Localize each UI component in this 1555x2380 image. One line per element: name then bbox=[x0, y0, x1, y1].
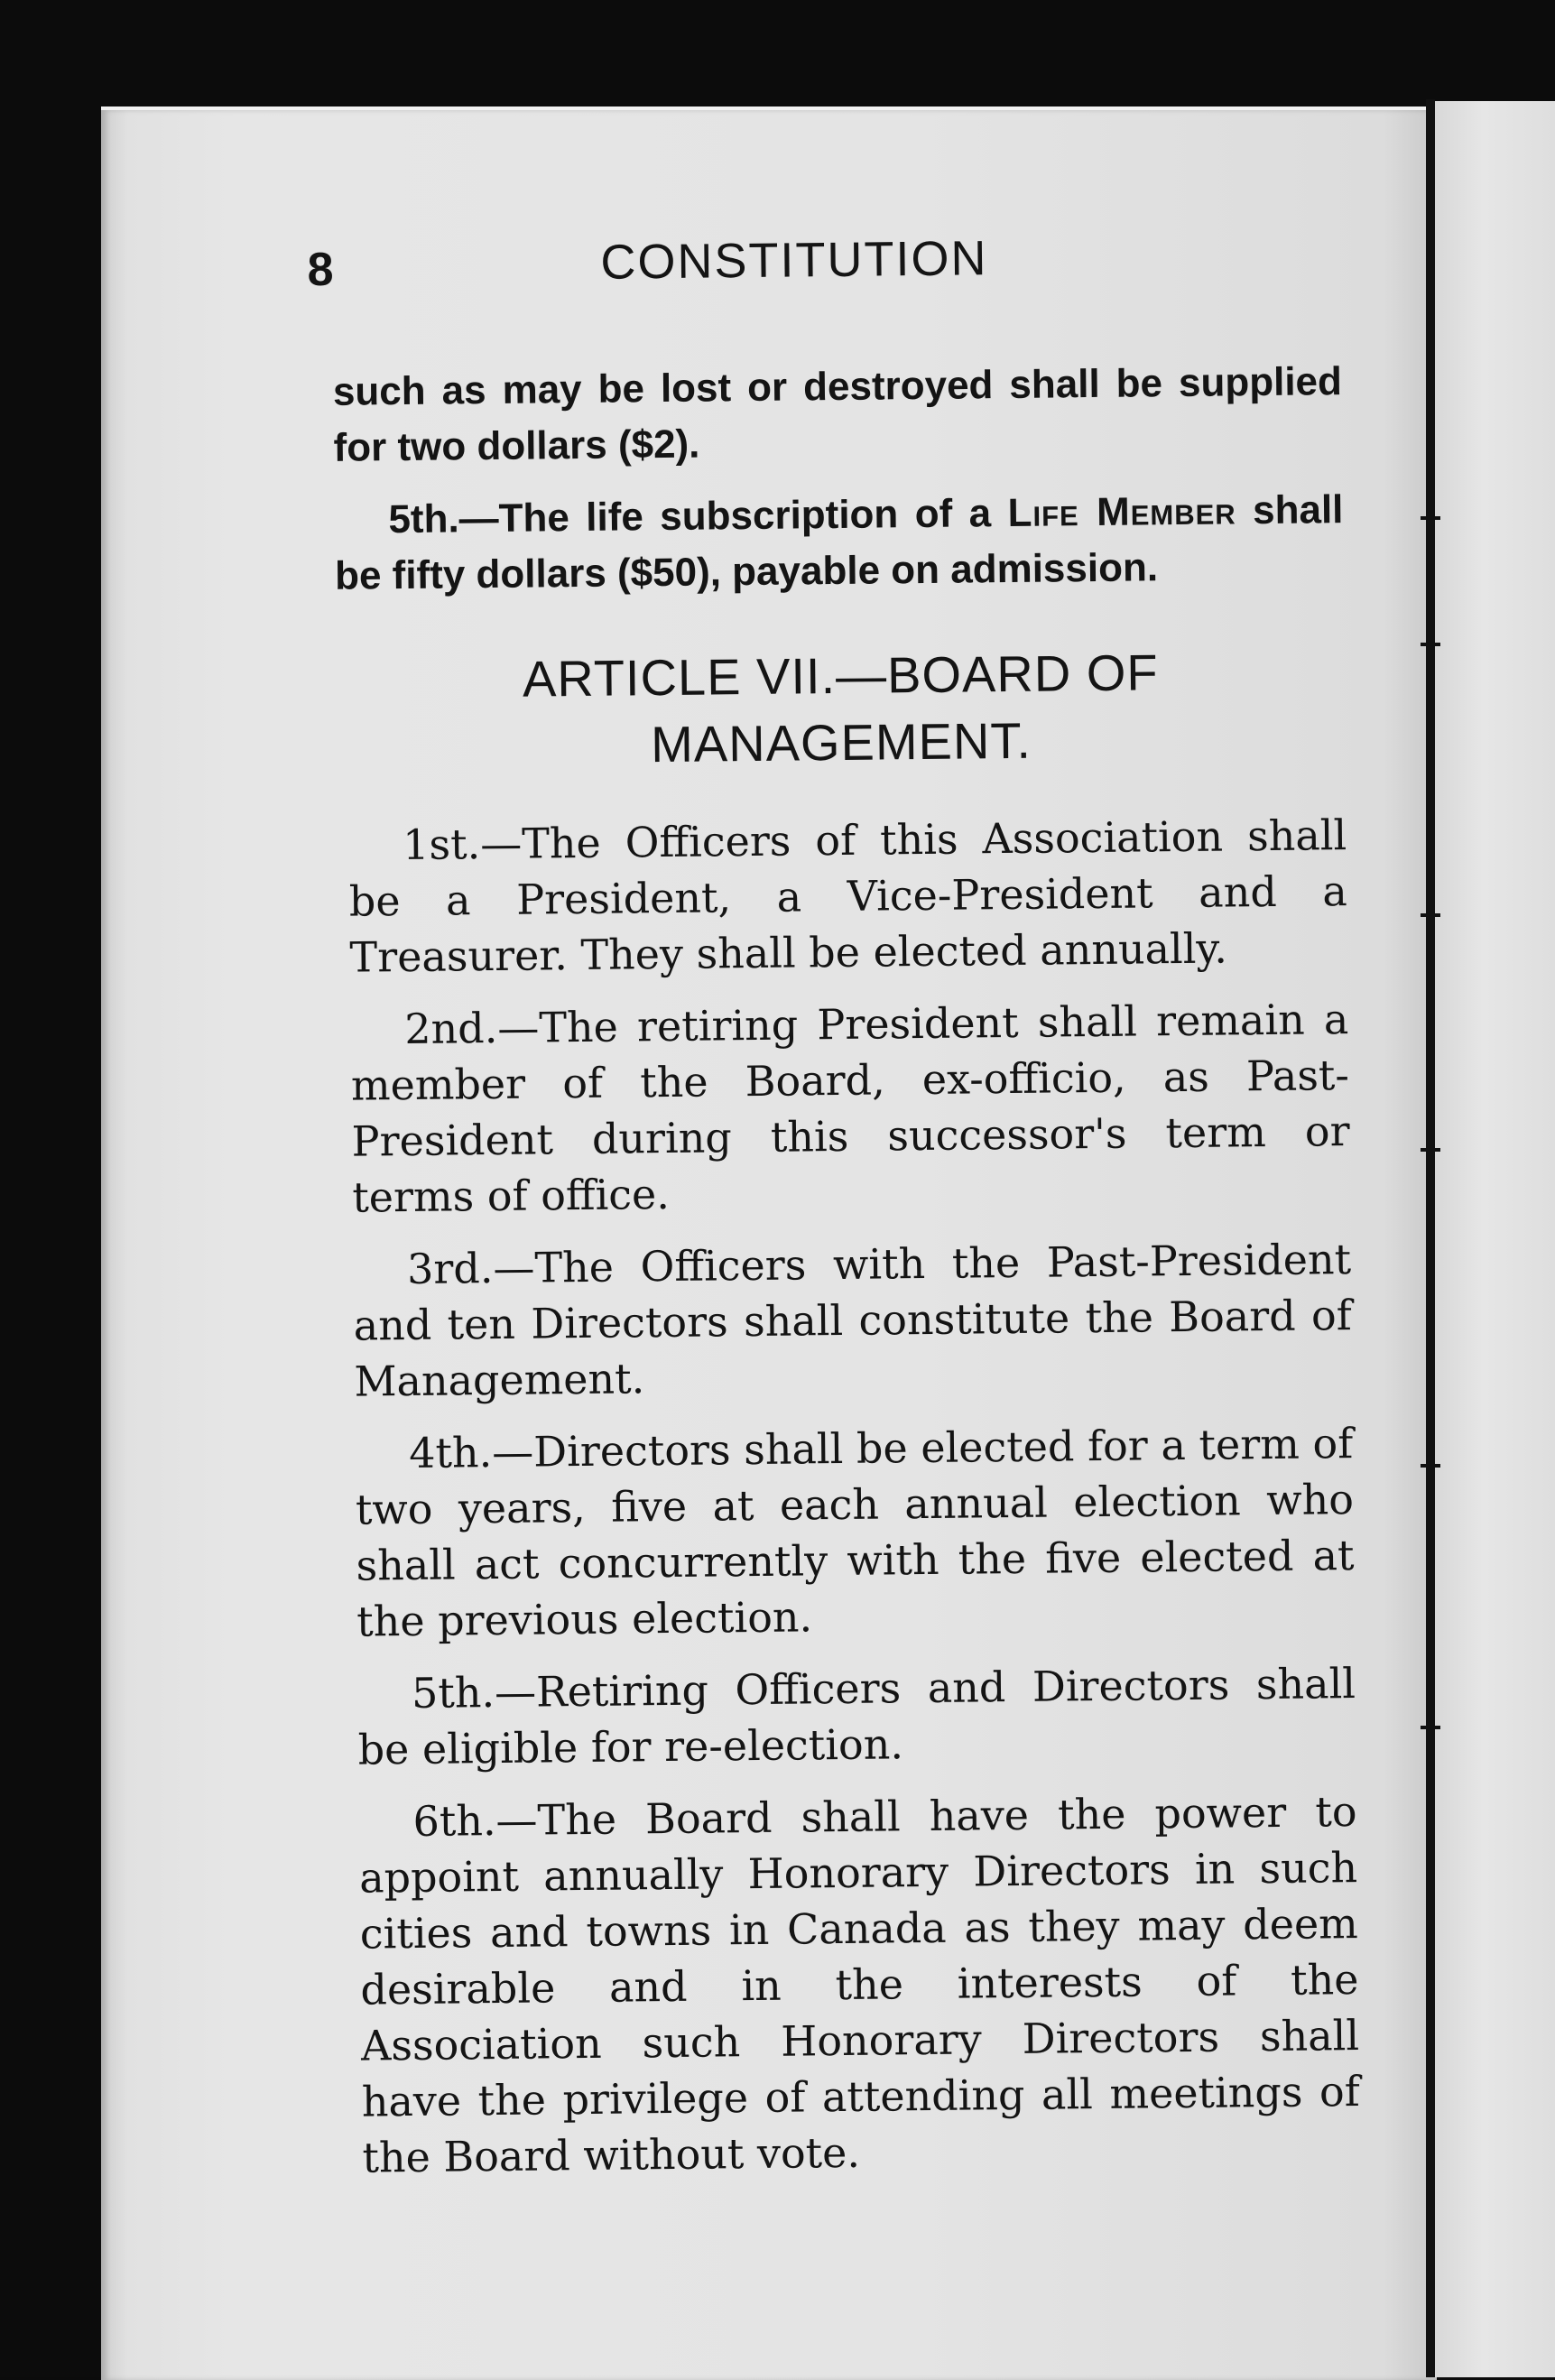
life-member-term: Life Member bbox=[1007, 488, 1236, 535]
running-head: CONSTITUTION bbox=[600, 231, 988, 290]
clause-5th-suffix: shall be fifty dollars ($50), payable on admission. bbox=[334, 487, 1344, 598]
continuation-paragraph: such as may be lost or destroyed shall be supplied for two dollars ($2). bbox=[332, 359, 1343, 470]
article-heading: ARTICLE VII.—BOARD OF MANAGEMENT. bbox=[522, 644, 1159, 773]
section-4th: 4th.—Directors shall be elected for a term of two years, five at each annual election who shall act concurrently with the five elected at the previous election. bbox=[355, 1419, 1355, 1646]
page-header bbox=[230, 214, 1341, 316]
page-number: 8 bbox=[307, 243, 334, 297]
section-2nd: 2nd.—The retiring President shall remain a member of the Board, ex-officio, as Past-President during this successor's term or terms of office. bbox=[350, 995, 1350, 1222]
section-6th: 6th.—The Board shall have the power to appoint annually Honorary Directors in such cities and towns in Canada as they may deem desirable and in the interests of the Association such Honorary Directors shall have the privilege of attending all meetings of the Board without vote. bbox=[358, 1787, 1360, 2182]
section-1st: 1st.—The Officers of this Association shall be a President, a Vice-President and a Treasurer. They shall be elected annually. bbox=[348, 810, 1348, 982]
binding-gutter bbox=[1426, 99, 1435, 2377]
article-body bbox=[338, 807, 1361, 2186]
clause-5th-prefix: 5th.—The life subscription of a bbox=[388, 490, 1008, 542]
clause-5th-paragraph bbox=[334, 482, 1344, 605]
page-content bbox=[230, 214, 1361, 2189]
section-5th: 5th.—Retiring Officers and Directors shall be eligible for re-election. bbox=[357, 1659, 1356, 1774]
section-3rd: 3rd.—The Officers with the Past-President and ten Directors shall constitute the Board of Management. bbox=[353, 1235, 1352, 1406]
right-page-edge bbox=[1435, 101, 1555, 2377]
